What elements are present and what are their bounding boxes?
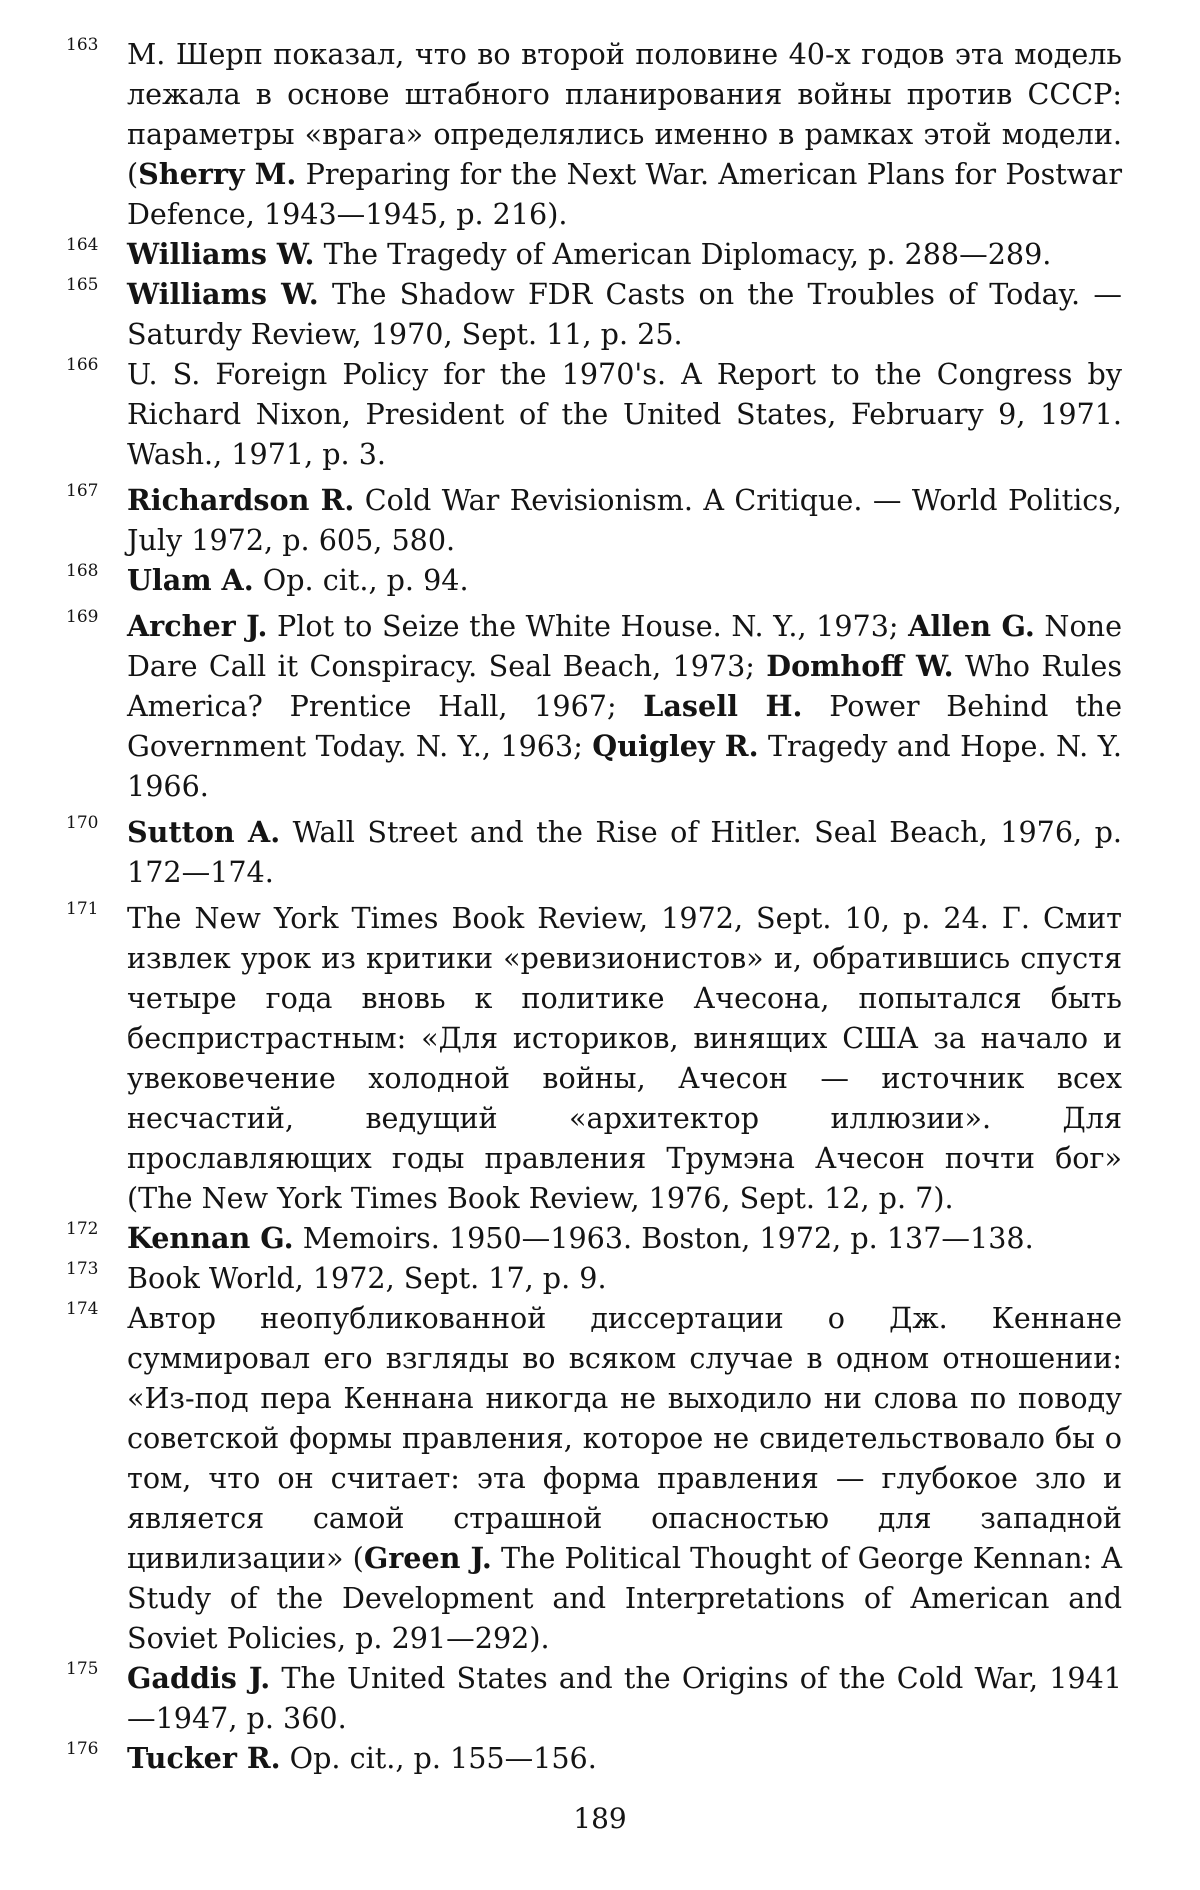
footnote-number: 169 (66, 607, 99, 627)
author-name: Domhoff W. (766, 649, 954, 683)
footnote-number: 164 (66, 235, 99, 255)
footnote-number: 175 (66, 1659, 99, 1679)
author-name: Williams W. (127, 237, 315, 271)
footnote-number: 166 (66, 355, 99, 375)
footnote-164: 164 Williams W. The Tragedy of American Diplomacy, p. 288—289. (66, 234, 1122, 274)
footnote-number: 163 (66, 35, 99, 55)
author-name: Lasell H. (643, 689, 803, 723)
author-name: Kennan G. (127, 1221, 294, 1255)
footnotes-list (66, 34, 1122, 1778)
footnote-175: 175 Gaddis J. The United States and the Origins of the Cold War, 1941—1947, p. 360. (66, 1658, 1122, 1738)
footnote-number: 167 (66, 481, 99, 501)
footnote-174: 174 Автор неопубликованной диссертации о Дж. Кеннане суммировал его взгляды во всяком случае в одном отношении: «Из-под пера Кеннана никогда не выходило ни слова по поводу советской формы правления, которое не свидетельствовало бы о том, что он считает: эта форма правления — глубокое зло и является самой страшной опасностью для западной цивилизации» (Green J. The Political Thought of George Kennan: A Study of the Development and Interpretations of American and Soviet Policies, p. 291—292). (66, 1298, 1122, 1658)
author-name: Richardson R. (127, 483, 355, 517)
footnote-number: 170 (66, 813, 99, 833)
page-number: 189 (573, 1802, 627, 1835)
author-name: Allen G. (908, 609, 1035, 643)
footnote-168: 168 Ulam A. Op. cit., p. 94. (66, 560, 1122, 600)
author-name: Ulam A. (127, 563, 254, 597)
footnote-176: 176 Tucker R. Op. cit., p. 155—156. (66, 1738, 1122, 1778)
footnote-170: 170 Sutton A. Wall Street and the Rise of Hitler. Seal Beach, 1976, p. 172—174. (66, 812, 1122, 892)
footnote-167: 167 Richardson R. Cold War Revisionism. A Critique. — World Politics, July 1972, p. 605, 580. (66, 480, 1122, 560)
footnote-165: 165 Williams W. The Shadow FDR Casts on the Troubles of Today. — Saturdy Review, 1970, Sept. 11, p. 25. (66, 274, 1122, 354)
footnote-166: 166 U. S. Foreign Policy for the 1970's. A Report to the Congress by Richard Nixon, President of the United States, February 9, 1971. Wash., 1971, p. 3. (66, 354, 1122, 474)
footnote-163: 163 М. Шерп показал, что во второй половине 40-х годов эта модель лежала в основе штабного планирования войны против СССР: параметры «врага» определялись именно в рамках этой модели. (Sherry M. Preparing for the Next War. American Plans for Postwar Defence, 1943—1945, p. 216). (66, 34, 1122, 234)
footnote-number: 174 (66, 1299, 99, 1319)
author-name: Gaddis J. (127, 1661, 271, 1695)
footnote-number: 172 (66, 1219, 99, 1239)
footnote-number: 165 (66, 275, 99, 295)
author-name: Tucker R. (127, 1741, 281, 1775)
footnote-169: 169 Archer J. Plot to Seize the White House. N. Y., 1973; Allen G. None Dare Call it Conspiracy. Seal Beach, 1973; Domhoff W. Who Rules America? Prentice Hall, 1967; Lasell H. Power Behind the Government Today. N. Y., 1963; Quigley R. Tragedy and Hope. N. Y. 1966. (66, 606, 1122, 806)
footnote-173: 173 Book World, 1972, Sept. 17, p. 9. (66, 1258, 1122, 1298)
footnote-number: 173 (66, 1259, 99, 1279)
author-name: Williams W. (127, 277, 319, 311)
footnote-172: 172 Kennan G. Memoirs. 1950—1963. Boston, 1972, p. 137—138. (66, 1218, 1122, 1258)
footnote-number: 168 (66, 561, 99, 581)
footnote-number: 171 (66, 899, 99, 919)
author-name: Sutton A. (127, 815, 281, 849)
author-name: Quigley R. (592, 729, 759, 763)
footnote-number: 176 (66, 1739, 99, 1759)
footnote-171: 171 The New York Times Book Review, 1972, Sept. 10, p. 24. Г. Смит извлек урок из критики «ревизионистов» и, обратившись спустя четыре года вновь к политике Ачесона, попытался быть беспристрастным: «Для историков, винящих США за начало и увековечение холодной войны, Ачесон — источник всех несчастий, ведущий «архитектор иллюзии». Для прославляющих годы правления Трумэна Ачесон почти бог» (The New York Times Book Review, 1976, Sept. 12, p. 7). (66, 898, 1122, 1218)
author-name: Green J. (363, 1541, 492, 1575)
author-name: Sherry M. (138, 157, 297, 191)
author-name: Archer J. (127, 609, 268, 643)
